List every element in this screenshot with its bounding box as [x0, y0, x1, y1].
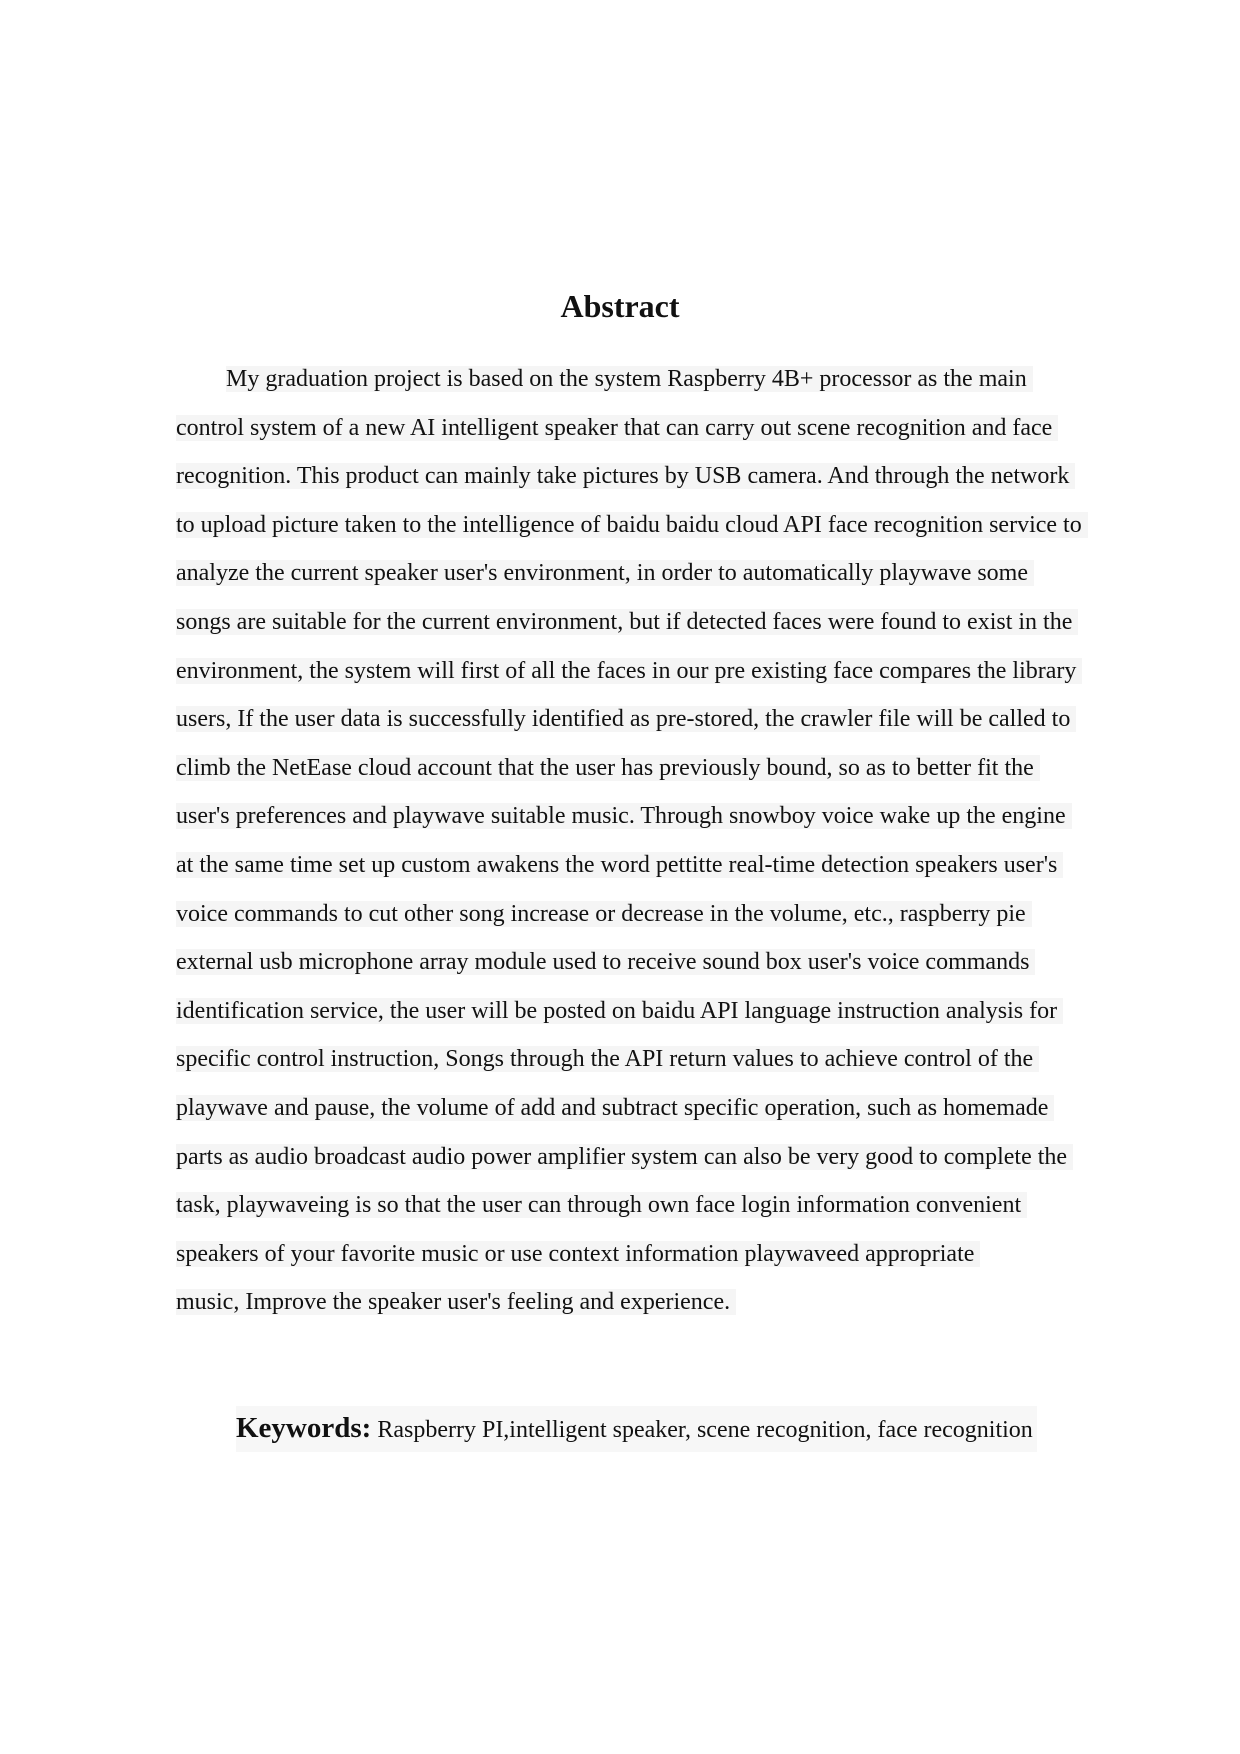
abstract-line-text: playwave and pause, the volume of add and subtract specific operation, such as homemade: [176, 1095, 1054, 1121]
keywords-text: Raspberry PI,intelligent speaker, scene recognition, face recognition: [371, 1417, 1033, 1443]
abstract-line: [176, 452, 1136, 501]
abstract-line: [176, 647, 1136, 696]
abstract-line: [176, 1278, 1136, 1327]
abstract-line: [176, 1133, 1136, 1182]
abstract-line-text: control system of a new AI intelligent speaker that can carry out scene recognition and face: [176, 415, 1058, 441]
abstract-line-text: parts as audio broadcast audio power amplifier system can also be very good to complete the: [176, 1144, 1073, 1170]
abstract-line-text: environment, the system will first of all the faces in our pre existing face compares the library: [176, 658, 1082, 684]
abstract-line-text: analyze the current speaker user's environment, in order to automatically playwave some: [176, 560, 1034, 586]
abstract-line: [176, 404, 1136, 453]
abstract-line-text: recognition. This product can mainly take pictures by USB camera. And through the network: [176, 463, 1075, 489]
abstract-line-text: user's preferences and playwave suitable music. Through snowboy voice wake up the engine: [176, 803, 1072, 829]
abstract-line: [176, 890, 1136, 939]
abstract-line-text: voice commands to cut other song increase or decrease in the volume, etc., raspberry pie: [176, 901, 1032, 927]
abstract-line-text: to upload picture taken to the intelligence of baidu baidu cloud API face recognition service to: [176, 512, 1088, 538]
abstract-line: [176, 841, 1136, 890]
abstract-line: [176, 1230, 1136, 1279]
abstract-line: [176, 549, 1136, 598]
abstract-line: [176, 598, 1136, 647]
abstract-line-text: task, playwaveing is so that the user can through own face login information convenient: [176, 1192, 1027, 1218]
abstract-line: [176, 1035, 1136, 1084]
abstract-line: [176, 695, 1136, 744]
keywords-line: [236, 1406, 1037, 1452]
abstract-line: [176, 501, 1136, 550]
abstract-line-text: at the same time set up custom awakens the word pettitte real-time detection speakers user's: [176, 852, 1063, 878]
abstract-line-text: external usb microphone array module used to receive sound box user's voice commands: [176, 949, 1035, 975]
abstract-title: Abstract: [560, 288, 680, 324]
abstract-line: [176, 744, 1136, 793]
keywords-label: Keywords:: [236, 1412, 372, 1444]
abstract-line: [176, 355, 1136, 404]
abstract-line-text: My graduation project is based on the system Raspberry 4B+ processor as the main: [226, 366, 1033, 392]
abstract-body: [176, 355, 1136, 1327]
abstract-line: [176, 1181, 1136, 1230]
abstract-line-text: music, Improve the speaker user's feeling and experience.: [176, 1289, 736, 1315]
abstract-line: [176, 1084, 1136, 1133]
abstract-line: [176, 792, 1136, 841]
abstract-line-text: songs are suitable for the current environment, but if detected faces were found to exist in the: [176, 609, 1078, 635]
abstract-line-text: speakers of your favorite music or use context information playwaveed appropriate: [176, 1241, 980, 1267]
abstract-line-text: users, If the user data is successfully identified as pre-stored, the crawler file will be called to: [176, 706, 1076, 732]
abstract-line: [176, 938, 1136, 987]
abstract-line: [176, 987, 1136, 1036]
abstract-line-text: specific control instruction, Songs through the API return values to achieve control of the: [176, 1046, 1039, 1072]
abstract-line-text: climb the NetEase cloud account that the user has previously bound, so as to better fit the: [176, 755, 1040, 781]
abstract-line-text: identification service, the user will be posted on baidu API language instruction analysis for: [176, 998, 1063, 1024]
